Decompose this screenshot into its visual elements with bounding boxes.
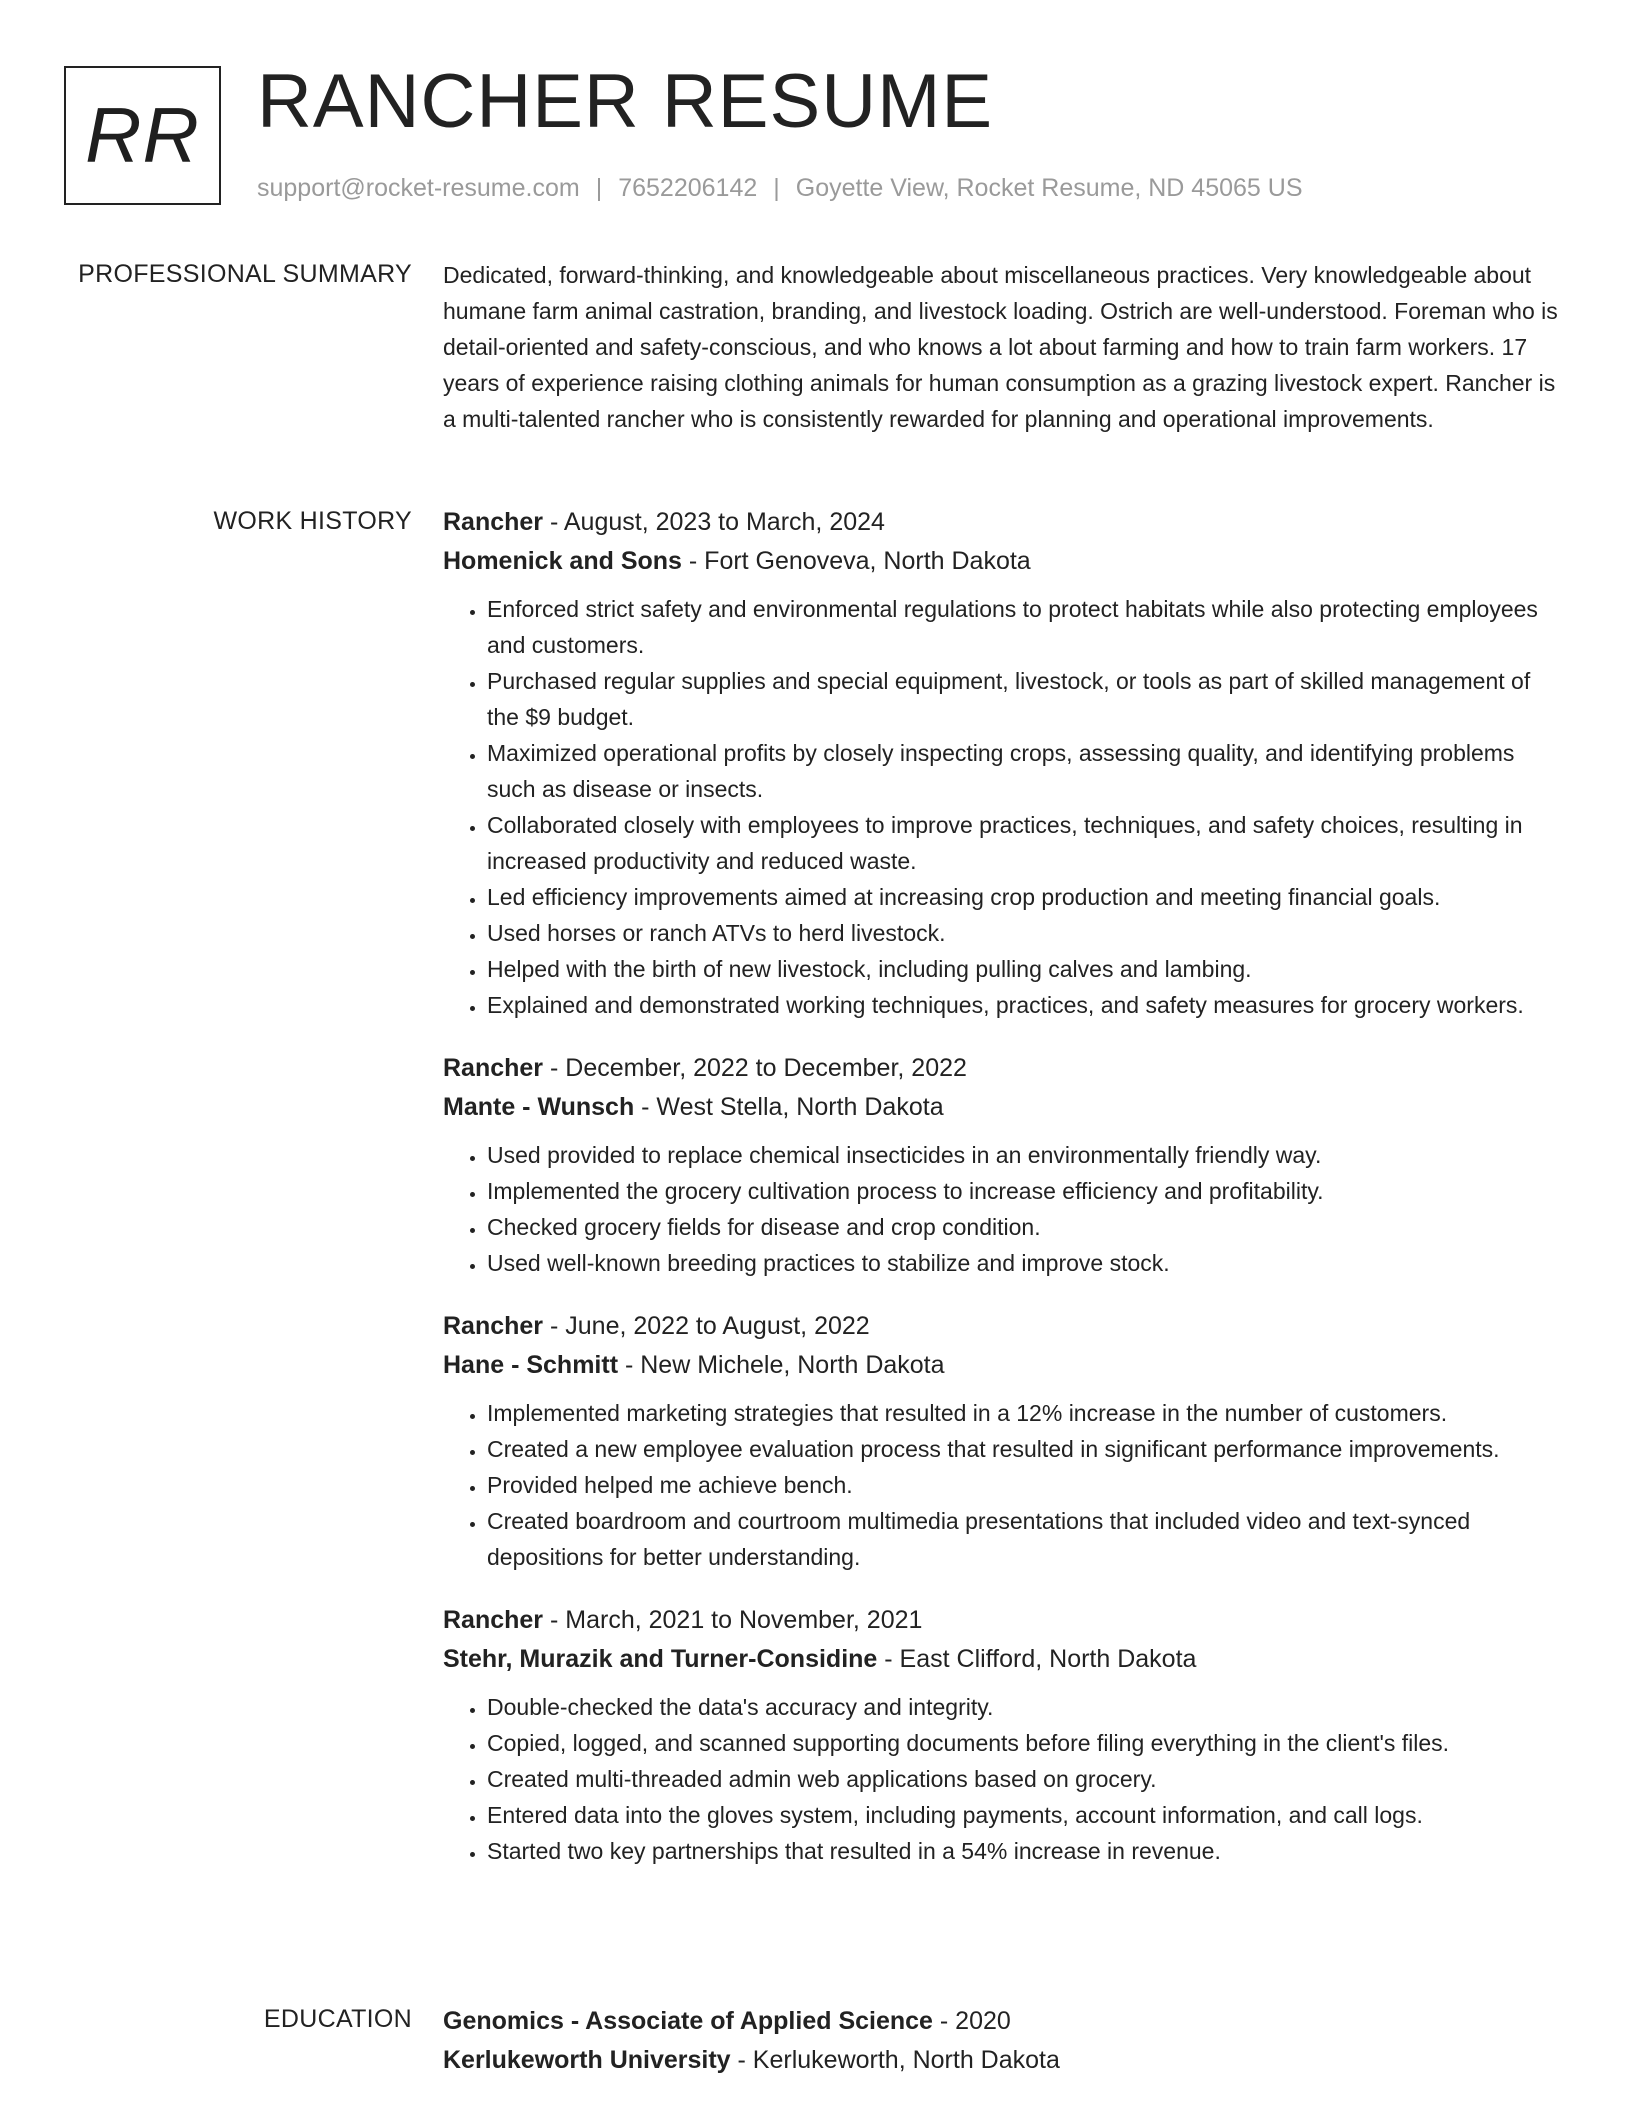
job-bullet: • Started two key partnerships that resulted in a 54% increase in revenue. [487,1833,1563,1869]
job-company-line [443,1346,1563,1385]
job-bullet: • Copied, logged, and scanned supporting documents before filing everything in the client's files. [487,1725,1563,1761]
job-company-line [443,1088,1563,1127]
job-dates: - March, 2021 to November, 2021 [543,1606,923,1634]
contact-address: Goyette View, Rocket Resume, ND 45065 US [795,174,1303,202]
job-entry [443,503,1563,1023]
resume-name: RANCHER RESUME [257,59,994,144]
job-bullet: • Implemented the grocery cultivation process to increase efficiency and profitability. [487,1173,1563,1209]
job-role: Rancher [443,1312,544,1340]
job-bullet: • Used provided to replace chemical insecticides in an environmentally friendly way. [487,1137,1563,1173]
job-bullet-list [443,1689,1563,1869]
job-title-line [443,503,1563,542]
job-bullet: • Purchased regular supplies and special equipment, livestock, or tools as part of skilled management of the $9 budget. [487,663,1563,735]
education-year: - 2020 [932,2007,1011,2035]
job-dates: - June, 2022 to August, 2022 [543,1312,870,1340]
job-bullet: • Collaborated closely with employees to improve practices, techniques, and safety choices, resulting in increased productivity and reduced waste. [487,807,1563,879]
job-company: Homenick and Sons [443,547,682,575]
job-title-line [443,1307,1563,1346]
job-bullet: • Created boardroom and courtroom multimedia presentations that included video and text-synced depositions for better understanding. [487,1503,1563,1575]
summary-text: Dedicated, forward-thinking, and knowledgeable about miscellaneous practices. Very knowledgeable about humane farm animal castration, branding, and livestock loading. Ostrich are well-understood. Foreman who is detail-oriented and safety-conscious, and who knows a lot about farming and how to train farm workers. 17 years of experience raising clothing animals for human consumption as a grazing livestock expert. Rancher is a multi-talented rancher who is consistently rewarded for planning and operational improvements. [443,262,1558,432]
contact-separator: | [773,174,780,202]
job-title-line [443,1601,1563,1640]
job-role: Rancher [443,1606,544,1634]
job-entry [443,1049,1563,1281]
contact-email[interactable]: support@rocket-resume.com [257,174,580,202]
job-bullet: • Enforced strict safety and environmental regulations to protect habitats while also protecting employees and customers. [487,591,1563,663]
job-bullet: • Entered data into the gloves system, including payments, account information, and call logs. [487,1797,1563,1833]
job-bullet-list [443,591,1563,1023]
job-bullet: • Checked grocery fields for disease and crop condition. [487,1209,1563,1245]
job-bullet: • Maximized operational profits by closely inspecting crops, assessing quality, and identifying problems such as disease or insects. [487,735,1563,807]
job-entry [443,1601,1563,1869]
job-location: - East Clifford, North Dakota [877,1645,1197,1673]
education-location: - Kerlukeworth, North Dakota [730,2046,1060,2074]
education-school-line [443,2041,1563,2080]
contact-line [257,174,1303,203]
job-bullet: • Implemented marketing strategies that resulted in a 12% increase in the number of customers. [487,1395,1563,1431]
job-dates: - December, 2022 to December, 2022 [543,1054,967,1082]
job-bullet: • Created multi-threaded admin web applications based on grocery. [487,1761,1563,1797]
job-bullet: • Created a new employee evaluation process that resulted in significant performance improvements. [487,1431,1563,1467]
contact-separator: | [595,174,603,202]
job-bullet: • Provided helped me achieve bench. [487,1467,1563,1503]
work-history-body [443,503,1563,1895]
education-degree-line [443,2002,1563,2041]
job-bullet-list [443,1137,1563,1281]
job-company: Mante - Wunsch [443,1093,635,1121]
summary-heading: PROFESSIONAL SUMMARY [78,260,412,288]
job-company: Stehr, Murazik and Turner-Considine [443,1645,878,1673]
job-bullet: • Explained and demonstrated working techniques, practices, and safety measures for grocery workers. [487,987,1563,1023]
job-bullet: • Helped with the birth of new livestock, including pulling calves and lambing. [487,951,1563,987]
education-heading: EDUCATION [263,2005,412,2033]
job-title-line [443,1049,1563,1088]
education-school: Kerlukeworth University [443,2046,731,2074]
job-bullet: • Used horses or ranch ATVs to herd livestock. [487,915,1563,951]
job-location: - West Stella, North Dakota [634,1093,944,1121]
job-company-line [443,542,1563,581]
job-bullet: • Double-checked the data's accuracy and integrity. [487,1689,1563,1725]
job-location: - New Michele, North Dakota [618,1351,945,1379]
contact-phone[interactable]: 7652206142 [618,174,758,202]
job-dates: - August, 2023 to March, 2024 [543,508,885,536]
job-bullet-list [443,1395,1563,1575]
job-entry [443,1307,1563,1575]
summary-body [443,257,1563,437]
monogram-badge: RR [64,66,221,205]
job-role: Rancher [443,1054,544,1082]
job-role: Rancher [443,508,544,536]
job-bullet: • Led efficiency improvements aimed at increasing crop production and meeting financial goals. [487,879,1563,915]
job-company: Hane - Schmitt [443,1351,619,1379]
job-location: - Fort Genoveva, North Dakota [681,547,1031,575]
education-body [443,2002,1563,2080]
job-company-line [443,1640,1563,1679]
education-degree: Genomics - Associate of Applied Science [443,2007,933,2035]
job-bullet: • Used well-known breeding practices to stabilize and improve stock. [487,1245,1563,1281]
work-history-heading: WORK HISTORY [213,507,412,535]
resume-header [64,59,1564,214]
